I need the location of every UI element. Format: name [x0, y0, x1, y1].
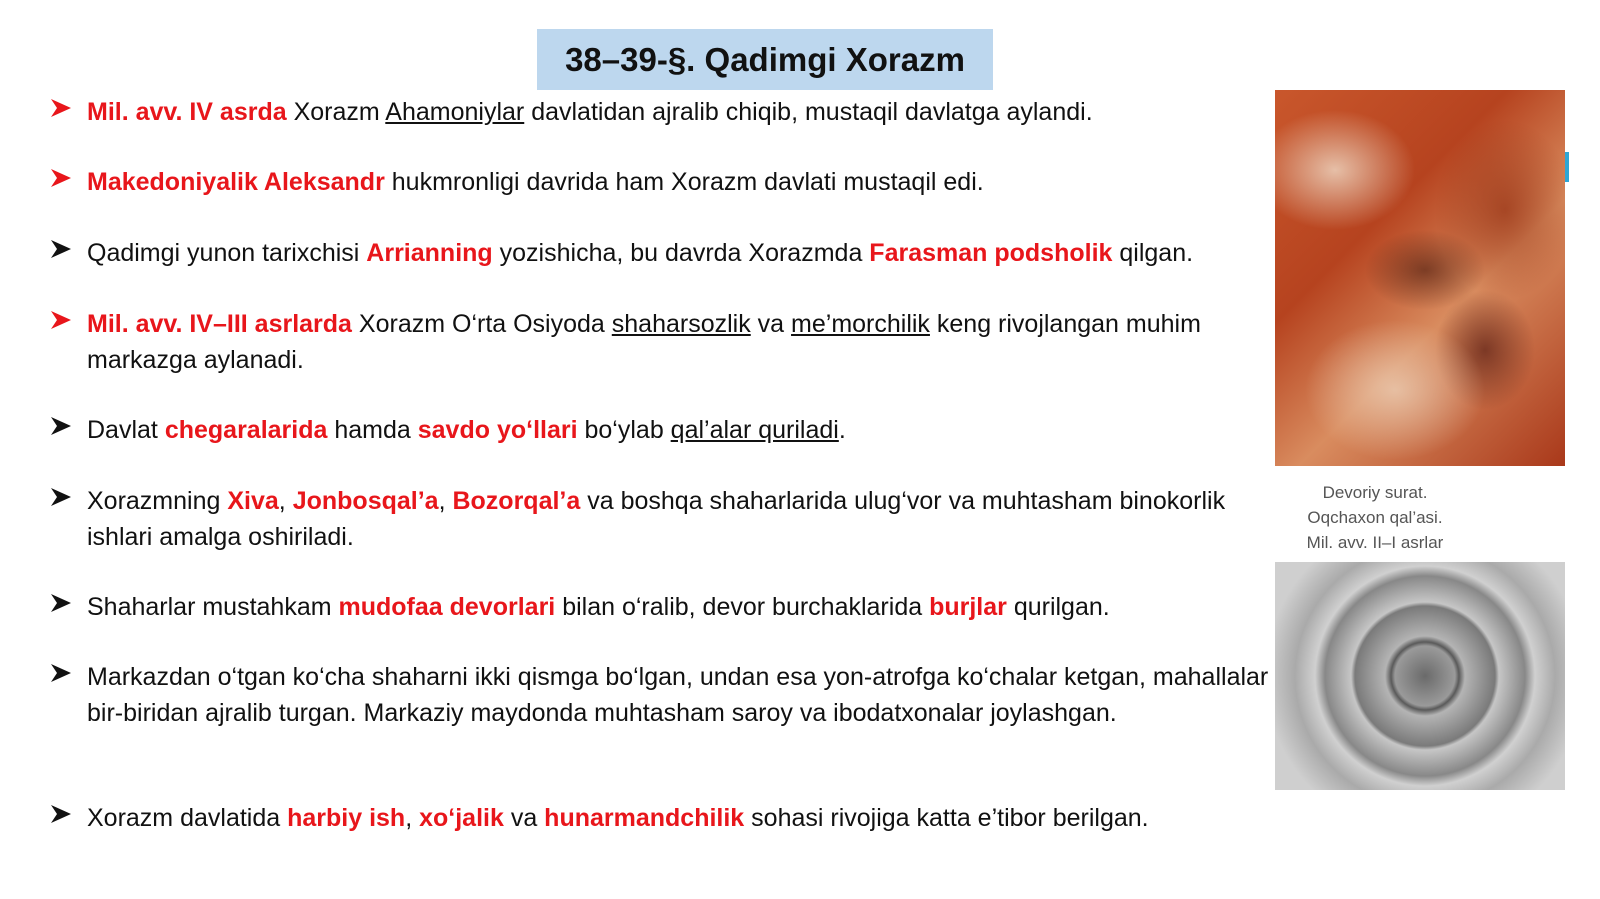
bullet-text [87, 164, 1277, 200]
text-span: hukmronligi davrida ham Xorazm davlati mustaqil edi. [384, 168, 984, 196]
arrow-bullet-icon [50, 237, 72, 261]
bullet-text [87, 94, 1277, 130]
highlight-text: Arrianning [366, 239, 493, 267]
caption-line: Mil. avv. II–I asrlar [1306, 533, 1444, 552]
highlight-text: Mil. avv. IV asrda [87, 98, 287, 126]
highlight-text: Makedoniyalik Aleksandr [87, 168, 385, 196]
arrow-bullet-icon [50, 414, 72, 438]
text-span: va boshqa shaharlarida ulug‘vor va muhtasham binokorlik ishlari amalga oshiriladi. [87, 487, 1226, 551]
highlight-text: Mil. avv. IV–III asrlarda [87, 310, 352, 338]
arrow-bullet-icon [50, 591, 72, 615]
text-span: , [405, 804, 420, 832]
caption-line: Oqchaxon qal’asi. [1307, 508, 1443, 527]
bullet-text [87, 483, 1277, 555]
text-span: yozishicha, bu davrda Xorazmda [492, 239, 870, 267]
arrow-bullet-icon [50, 96, 72, 120]
text-span: va [503, 804, 545, 832]
arrow-bullet-icon [50, 308, 72, 332]
text-span: va [750, 310, 792, 338]
underlined-text: Ahamoniylar [385, 98, 525, 126]
highlight-text: xo‘jalik [419, 804, 504, 832]
text-span: qilgan. [1112, 239, 1194, 267]
underlined-text: me’morchilik [791, 310, 930, 338]
image-caption [1290, 480, 1460, 560]
bullet-text [87, 412, 1277, 448]
text-span: davlatidan ajralib chiqib, mustaqil davlatga aylandi. [524, 98, 1093, 126]
caption-line: Devoriy surat. [1322, 483, 1428, 502]
arrow-bullet-icon [50, 661, 72, 685]
highlight-text: Xiva [227, 487, 279, 515]
text-span: Qadimgi yunon tarixchisi [87, 239, 367, 267]
fresco-image [1275, 90, 1565, 466]
highlight-text: Jonbosqal’a [292, 487, 439, 515]
text-span: . [838, 416, 846, 444]
text-span: Xorazm [286, 98, 386, 126]
bullet-text [87, 659, 1277, 731]
arrow-bullet-icon [50, 802, 72, 826]
text-span: qurilgan. [1006, 593, 1110, 621]
accent-bar [1565, 152, 1569, 182]
text-span: bo‘ylab [577, 416, 671, 444]
text-span: Xorazm O‘rta Osiyoda [351, 310, 612, 338]
text-span: Markazdan o‘tgan ko‘cha shaharni ikki qismga bo‘lgan, undan esa yon-atrofga ko‘chalar ketgan, mahallalar bir-biridan ajralib turgan. Markaziy maydonda muhtasham saroy va ibodatxonalar joylashgan. [87, 663, 1269, 727]
highlight-text: chegaralarida [164, 416, 328, 444]
highlight-text: mudofaa devorlari [338, 593, 556, 621]
underlined-text: shaharsozlik [611, 310, 751, 338]
text-span: bilan o‘ralib, devor burchaklarida [555, 593, 930, 621]
highlight-text: hunarmandchilik [544, 804, 745, 832]
illustration-column [1275, 90, 1569, 790]
highlight-text: harbiy ish [287, 804, 406, 832]
text-span: Shaharlar mustahkam [87, 593, 339, 621]
text-span: Xorazmning [87, 487, 228, 515]
slide-title: 38–39-§. Qadimgi Xorazm [537, 29, 993, 90]
arrow-bullet-icon [50, 166, 72, 190]
highlight-text: burjlar [929, 593, 1007, 621]
city-plan-image [1275, 562, 1565, 790]
underlined-text: qal’alar quriladi [670, 416, 839, 444]
text-span: hamda [327, 416, 418, 444]
text-span: keng rivojlangan muhim markazga aylanadi. [87, 310, 1201, 374]
text-span: , [438, 487, 453, 515]
bullet-text [87, 235, 1277, 271]
highlight-text: Bozorqal’a [452, 487, 581, 515]
bullet-text [87, 306, 1277, 378]
highlight-text: Farasman podsholik [869, 239, 1113, 267]
arrow-bullet-icon [50, 485, 72, 509]
highlight-text: savdo yo‘llari [417, 416, 578, 444]
text-span: sohasi rivojiga katta e’tibor berilgan. [744, 804, 1149, 832]
bullet-text [87, 589, 1277, 625]
text-span: Xorazm davlatida [87, 804, 288, 832]
bullet-text [87, 800, 1277, 836]
text-span: , [278, 487, 293, 515]
text-span: Davlat [87, 416, 165, 444]
